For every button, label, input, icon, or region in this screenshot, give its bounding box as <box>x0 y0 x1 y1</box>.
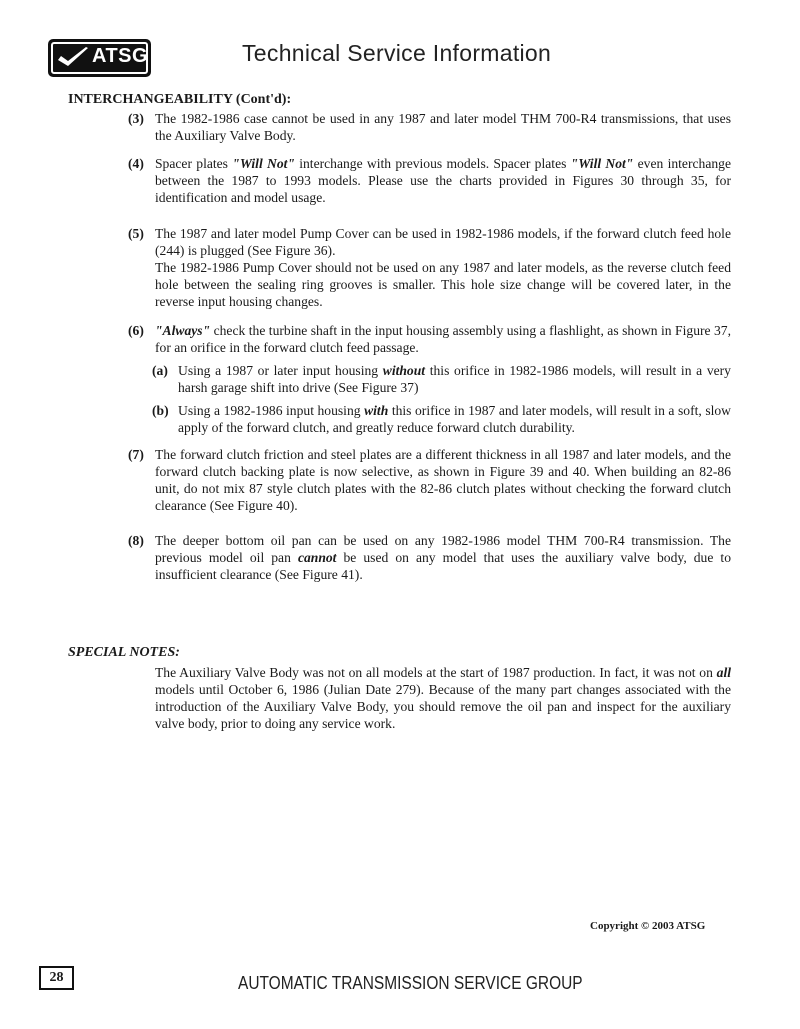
logo-text: ATSG <box>92 45 149 67</box>
copyright: Copyright © 2003 ATSG <box>590 920 706 932</box>
item-5-paragraph-1: The 1987 and later model Pump Cover can be used in 1982-1986 models, if the forward clutch feed hole (244) is plugged (See Figure 36). <box>155 226 731 258</box>
item-text <box>155 110 731 144</box>
item-text <box>155 155 731 206</box>
item-text <box>155 446 731 514</box>
item-number: (5) <box>128 226 144 241</box>
item-5-paragraph-2: The 1982-1986 Pump Cover should not be used on any 1987 and later models, as the reverse clutch feed hole between the sealing ring grooves is smaller. This hole size change will be covered later, in the reverse input housing changes. <box>155 260 731 309</box>
section-title: INTERCHANGEABILITY (Cont'd): <box>68 92 292 107</box>
item-text <box>155 532 731 583</box>
special-notes-title: SPECIAL NOTES: <box>68 645 180 660</box>
item-text <box>155 322 731 356</box>
item-8-text: The deeper bottom oil pan can be used on any 1982-1986 model THM 700-R4 transmission. The previous model oil pan cannot be used on any model that uses the auxiliary valve body, due to insufficient clearance (See Figure 41). <box>155 533 731 582</box>
emphasis: cannot <box>297 550 337 565</box>
subitem-letter: (a) <box>152 363 168 378</box>
item-7-text: The forward clutch friction and steel plates are a different thickness in all 1987 and later models, and the forward clutch backing plate is now selective, as shown in Figure 39 and 40. When building an 82-86 unit, do not mix 87 style clutch plates with the 82-86 clutch plates without checking the forward clutch clearance (See Figure 40). <box>155 447 731 513</box>
item-3-text: The 1982-1986 case cannot be used in any 1987 and later model THM 700-R4 transmissions, that uses the Auxiliary Valve Body. <box>155 111 731 143</box>
subitem-text: Using a 1982-1986 input housing with this orifice in 1987 and later models, will result in a soft, slow apply of the forward clutch, and greatly reduce forward clutch durability. <box>178 403 731 435</box>
page-title: Technical Service Information <box>242 40 552 66</box>
item-number: (7) <box>128 447 144 462</box>
subitem-text: Using a 1987 or later input housing without this orifice in 1982-1986 models, will result in a very harsh garage shift into drive (See Figure 37) <box>178 363 731 395</box>
special-notes-text: The Auxiliary Valve Body was not on all models at the start of 1987 production. In fact, it was not on all models until October 6, 1986 (Julian Date 279). Because of the many part changes associated with the introduction of the Auxiliary Valve Body, you should remove the oil pan and inspect for the auxiliary valve body, prior to doing any service work. <box>155 665 731 731</box>
atsg-logo <box>48 39 151 77</box>
emphasis: "Always" <box>155 323 211 338</box>
item-number: (3) <box>128 111 144 126</box>
subitem-letter: (b) <box>152 403 169 418</box>
emphasis: "Will Not" <box>232 156 295 171</box>
emphasis: without <box>382 363 426 378</box>
item-number: (4) <box>128 156 144 171</box>
emphasis: with <box>364 403 389 418</box>
footer-text: AUTOMATIC TRANSMISSION SERVICE GROUP <box>238 973 583 993</box>
item-number: (6) <box>128 323 144 338</box>
checkmark-icon <box>56 46 90 70</box>
emphasis: all <box>716 665 731 680</box>
item-6-text: "Always" check the turbine shaft in the input housing assembly using a flashlight, as shown in Figure 37, for an orifice in the forward clutch feed passage. <box>155 323 731 355</box>
item-4-text: Spacer plates "Will Not" interchange with previous models. Spacer plates "Will Not" even interchange between the 1987 to 1993 models. Please use the charts provided in Figures 30 through 35, for identification and model usage. <box>155 156 731 205</box>
emphasis: "Will Not" <box>570 156 634 171</box>
item-text <box>155 225 731 310</box>
page-number: 28 <box>39 966 74 990</box>
item-number: (8) <box>128 533 144 548</box>
